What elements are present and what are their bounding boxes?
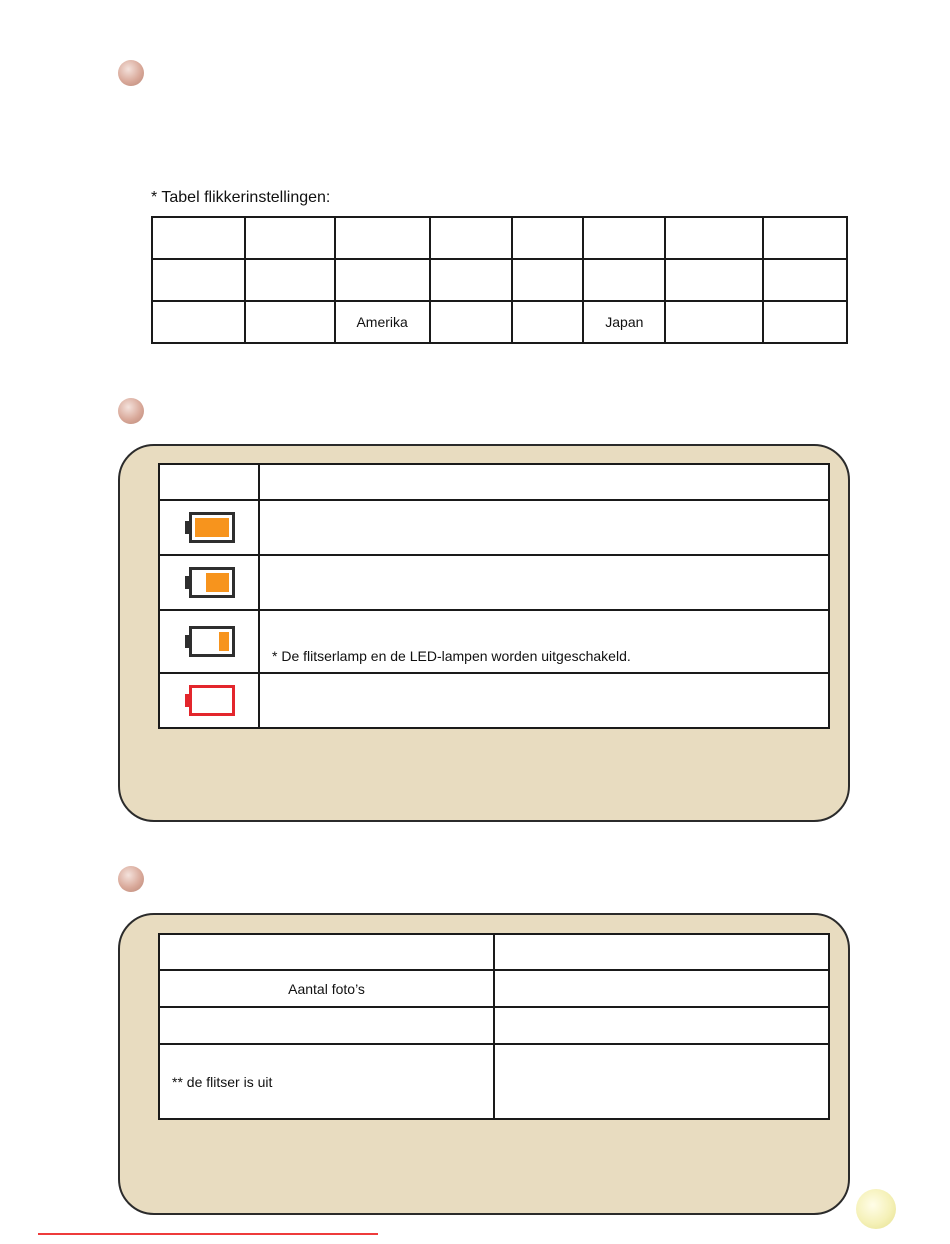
photos-cell [159,1007,494,1044]
flicker-row [152,217,847,259]
battery-header-description [259,464,829,500]
battery-half-icon [185,567,233,598]
battery-table-header [159,464,829,500]
photos-row [159,1007,829,1044]
flicker-cell [763,217,847,259]
photos-count-label: Aantal foto’s [159,970,494,1007]
flicker-cell [512,259,583,301]
battery-row-full [159,500,829,555]
flicker-cell-america: Amerika [335,301,430,343]
battery-row-empty [159,673,829,728]
footer-divider [38,1233,378,1235]
photos-cell [494,934,829,970]
battery-status-table [158,463,830,729]
section-bullet-photos [118,866,144,892]
flicker-cell [245,301,334,343]
flicker-cell [430,259,512,301]
flicker-cell [665,217,762,259]
photos-capacity-table [158,933,830,1120]
flicker-cell [430,217,512,259]
flicker-cell [763,301,847,343]
flicker-cell [335,259,430,301]
flicker-cell [335,217,430,259]
flicker-row [152,259,847,301]
battery-description [259,610,829,673]
flicker-cell [583,259,665,301]
photos-row [159,970,829,1007]
flicker-cell [665,259,762,301]
flicker-cell [665,301,762,343]
flicker-row [152,301,847,343]
flicker-settings-table [151,216,848,344]
battery-description [259,673,829,728]
photos-cell [494,970,829,1007]
photos-cell [494,1044,829,1119]
section-bullet-flicker [118,60,144,86]
flicker-cell [245,217,334,259]
battery-description [259,555,829,610]
flash-off-note: ** de flitser is uit [159,1044,494,1119]
flicker-cell [512,217,583,259]
flicker-cell [583,217,665,259]
flicker-cell [152,217,245,259]
battery-low-icon [185,626,233,657]
battery-full-icon [185,512,233,543]
flicker-cell [512,301,583,343]
flicker-cell [152,259,245,301]
flicker-cell [245,259,334,301]
battery-row-low [159,610,829,673]
battery-empty-icon [185,685,233,716]
battery-description [259,500,829,555]
battery-header-icon [159,464,259,500]
flicker-cell [152,301,245,343]
photos-cell [159,934,494,970]
page-number-badge [856,1189,896,1229]
battery-row-half [159,555,829,610]
photos-cell [494,1007,829,1044]
photos-row [159,934,829,970]
section-bullet-battery [118,398,144,424]
flicker-cell [763,259,847,301]
flicker-table-caption: * Tabel flikkerinstellingen: [151,189,331,206]
flicker-cell-japan: Japan [583,301,665,343]
photos-row [159,1044,829,1119]
flicker-cell [430,301,512,343]
battery-low-note: * De flitserlamp en de LED-lampen worden uitgeschakeld. [272,648,631,664]
